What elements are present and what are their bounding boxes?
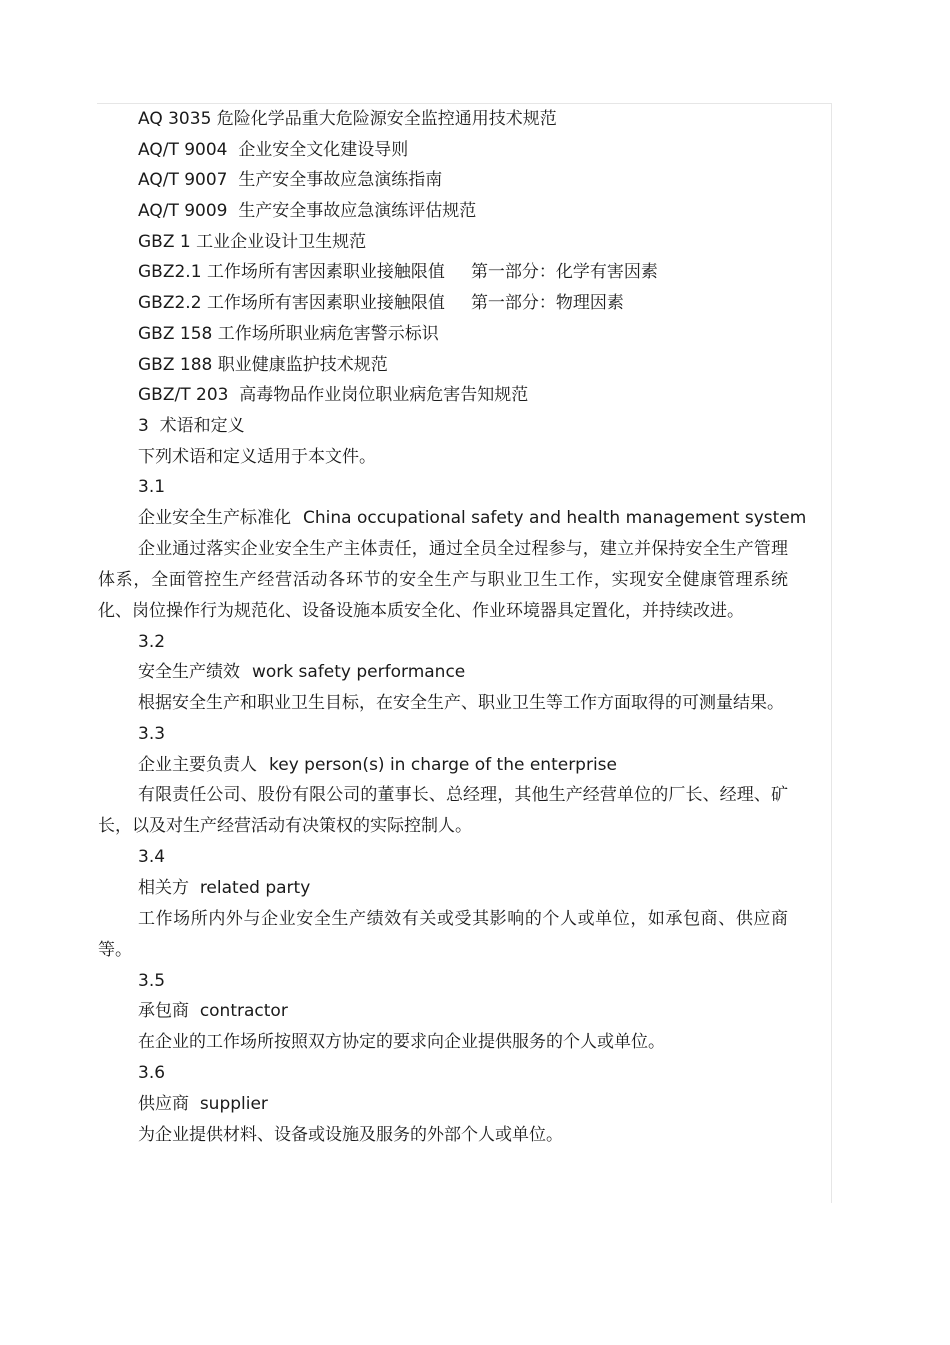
term-heading: 企业主要负责人 key person(s) in charge of the enterprise bbox=[138, 754, 618, 775]
term-heading: 供应商 supplier bbox=[138, 1093, 268, 1114]
ref-line: AQ 3035 危险化学品重大危险源安全监控通用技术规范 bbox=[138, 109, 557, 129]
term-heading: 承包商 contractor bbox=[138, 1001, 288, 1022]
ref-line: GBZ2.2 工作场所有害因素职业接触限值 第一部分：物理因素 bbox=[138, 293, 624, 314]
ref-line: GBZ 1 工业企业设计卫生规范 bbox=[138, 231, 367, 252]
term-definition: 有限责任公司、股份有限公司的董事长、总经理，其他生产经营单位的厂长、经理、矿长，以及对生产经营活动有决策权的实际控制人。 bbox=[98, 785, 788, 837]
term-definition: 为企业提供材料、设备或设施及服务的外部个人或单位。 bbox=[138, 1124, 563, 1145]
section-intro: 下列术语和定义适用于本文件。 bbox=[138, 446, 376, 467]
term-heading: 安全生产绩效 work safety performance bbox=[138, 662, 466, 683]
term-definition: 根据安全生产和职业卫生目标，在安全生产、职业卫生等工作方面取得的可测量结果。 bbox=[138, 693, 784, 713]
document-body bbox=[98, 104, 807, 1151]
ref-line: AQ/T 9009 生产安全事故应急演练评估规范 bbox=[138, 201, 477, 222]
ref-line: AQ/T 9004 企业安全文化建设导则 bbox=[138, 139, 409, 160]
term-number: 3.3 bbox=[138, 724, 166, 744]
section-heading: 3 术语和定义 bbox=[138, 415, 245, 436]
ref-line: AQ/T 9007 生产安全事故应急演练指南 bbox=[138, 170, 443, 191]
ref-line: GBZ2.1 工作场所有害因素职业接触限值 第一部分：化学有害因素 bbox=[138, 262, 658, 283]
term-definition: 在企业的工作场所按照双方协定的要求向企业提供服务的个人或单位。 bbox=[138, 1032, 665, 1053]
term-definition: 工作场所内外与企业安全生产绩效有关或受其影响的个人或单位，如承包商、供应商等。 bbox=[98, 908, 788, 960]
ref-line: GBZ 188 职业健康监护技术规范 bbox=[138, 354, 388, 375]
term-number: 3.4 bbox=[138, 847, 166, 868]
term-number: 3.2 bbox=[138, 631, 166, 652]
term-number: 3.6 bbox=[138, 1063, 166, 1084]
ref-line: GBZ/T 203 高毒物品作业岗位职业病危害告知规范 bbox=[138, 385, 529, 406]
term-number: 3.5 bbox=[138, 970, 166, 991]
term-heading: 相关方 related party bbox=[138, 878, 311, 899]
term-definition: 企业通过落实企业安全生产主体责任，通过全员全过程参与，建立并保持安全生产管理体系，全面管控生产经营活动各环节的安全生产与职业卫生工作，实现安全健康管理系统化、岗位操作行为规范化、设备设施本质安全化、作业环境器具定置化，并持续改进。 bbox=[98, 538, 788, 621]
term-heading: 企业安全生产标准化 China occupational safety and health management system bbox=[138, 507, 807, 528]
term-number: 3.1 bbox=[138, 477, 166, 498]
ref-line: GBZ 158 工作场所职业病危害警示标识 bbox=[138, 323, 439, 344]
